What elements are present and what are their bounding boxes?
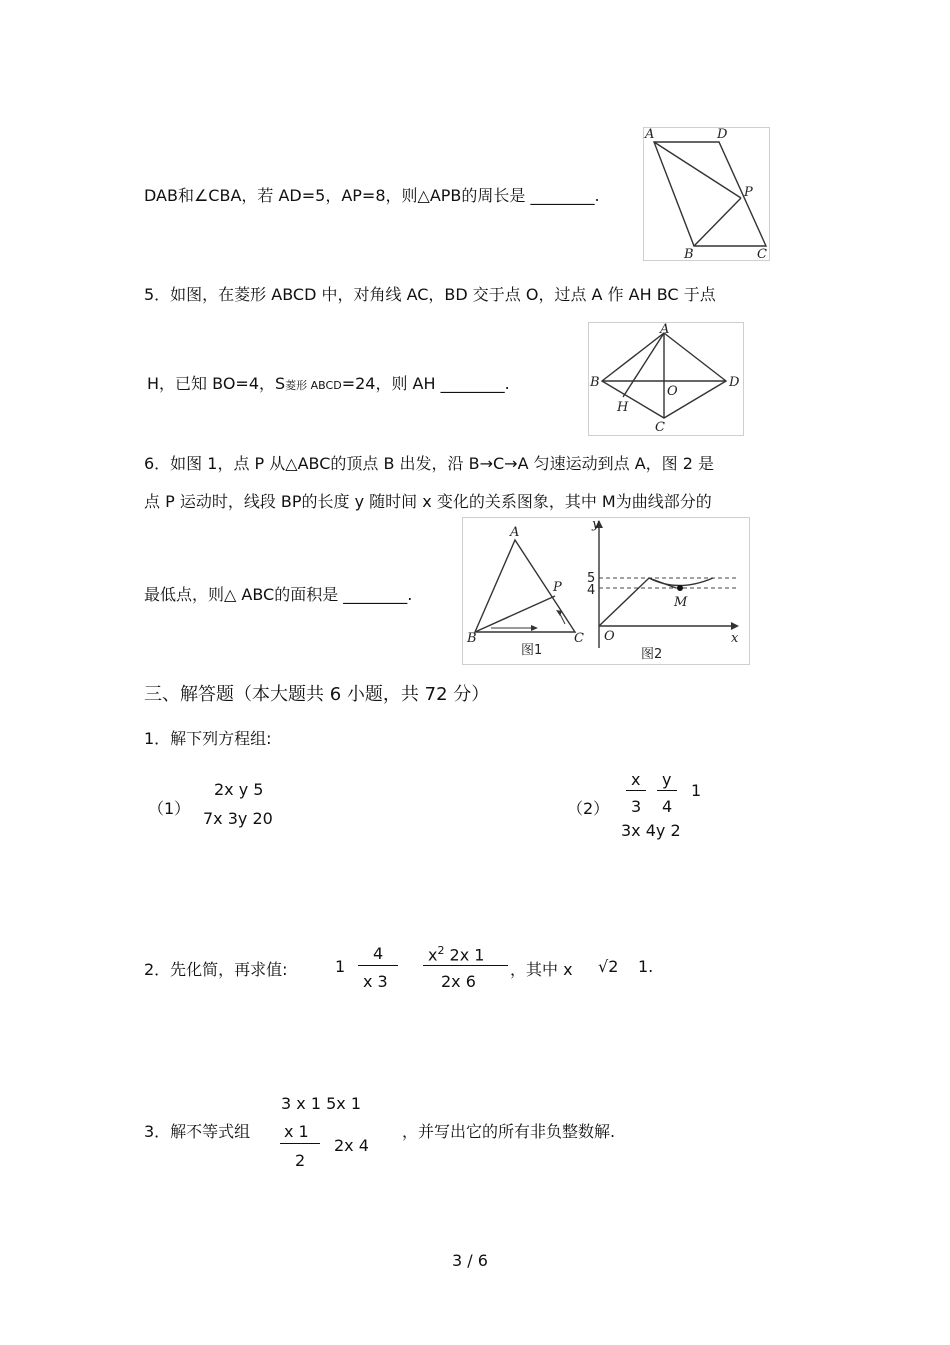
p2-lead: 2．先化简，再求值:: [144, 960, 288, 979]
p2-num2-x: x: [428, 945, 438, 965]
p3-rhs: 2x 4: [334, 1136, 369, 1155]
label-b: B: [684, 247, 694, 260]
p2-num2: [428, 944, 484, 964]
p1-eq2-line2: 3x 4y 2: [621, 821, 681, 840]
label-h: H: [617, 400, 629, 415]
label-y: y: [592, 518, 600, 532]
p2-num2-sup: 2: [437, 944, 445, 957]
q4-text: DAB和∠CBA，若 AD=5，AP=8，则△APB的周长是 ________.: [144, 186, 600, 205]
q6-line2: 点 P 运动时，线段 BP的长度 y 随时间 x 变化的关系图象，其中 M为曲线部分的: [144, 492, 712, 511]
q5-subscript: 菱形 ABCD: [285, 379, 342, 392]
label-m: M: [674, 595, 688, 610]
fraction-bar: [280, 1143, 320, 1144]
q6-figure: [462, 517, 750, 665]
p1-title: 1．解下列方程组:: [144, 729, 272, 748]
label-d: D: [717, 128, 728, 142]
p1-label2: （2）: [567, 799, 610, 818]
p2-num2-rest: 2x 1: [444, 945, 485, 965]
fraction-bar: [358, 965, 398, 966]
p2-sqrt: √2: [598, 957, 619, 976]
p2-one: 1: [335, 957, 346, 976]
q6-line1: 6．如图 1，点 P 从△ABC的顶点 B 出发，沿 B→C→A 匀速运动到点 A，图 2 是: [144, 454, 714, 473]
p3-num: x 1: [284, 1122, 309, 1141]
p2-den1: x 3: [363, 972, 388, 991]
label-p: P: [553, 580, 562, 595]
label-origin: O: [604, 629, 615, 644]
label-b: B: [467, 631, 477, 646]
fraction-bar: [626, 790, 646, 791]
p3-lead: 3．解不等式组: [144, 1122, 251, 1141]
fraction-bar: [423, 965, 508, 966]
p1-eq1-line1: 2x y 5: [214, 780, 264, 799]
p1-eq2-y: y: [662, 770, 672, 789]
p3-tail: ，并写出它的所有非负整数解.: [402, 1122, 616, 1141]
label-a: A: [660, 323, 670, 337]
label-c: C: [757, 247, 767, 260]
label-c: C: [655, 420, 665, 435]
q6-line3: 最低点，则△ ABC的面积是 ________.: [144, 585, 413, 604]
page-number: 3 / 6: [452, 1251, 488, 1270]
p3-den: 2: [295, 1151, 306, 1170]
q5-line2: [147, 371, 510, 394]
caption-fig1: 图1: [521, 643, 543, 658]
label-x: x: [731, 631, 739, 646]
p1-eq2-4: 4: [662, 797, 673, 816]
p2-tail2: 1.: [638, 957, 654, 976]
label-b: B: [590, 375, 600, 390]
q5-line2-b: =24，则 AH ________.: [341, 374, 510, 393]
p3-line1: 3 x 1 5x 1: [281, 1094, 361, 1113]
label-a: A: [645, 128, 655, 142]
label-c: C: [574, 631, 584, 646]
label-a: A: [510, 525, 520, 540]
p2-tail: ，其中 x: [510, 960, 573, 979]
q5-line2-a: H，已知 BO=4，S: [147, 374, 286, 393]
p1-eq2-x: x: [631, 770, 641, 789]
p2-den2: 2x 6: [441, 972, 476, 991]
p2-num1: 4: [373, 944, 384, 963]
parallelogram-diagram: [644, 128, 769, 260]
section-title: 三、解答题（本大题共 6 小题，共 72 分）: [144, 684, 490, 705]
label-d: D: [729, 375, 740, 390]
p1-eq1-line2: 7x 3y 20: [203, 809, 273, 828]
p1-label1: （1）: [148, 799, 191, 818]
fraction-bar: [657, 790, 677, 791]
label-o: O: [667, 384, 678, 399]
q5-figure: [588, 322, 744, 436]
q5-line1: 5．如图，在菱形 ABCD 中，对角线 AC，BD 交于点 O，过点 A 作 AH BC 于点: [144, 285, 716, 304]
q4-figure: [643, 127, 770, 261]
caption-fig2: 图2: [641, 647, 663, 662]
rhombus-diagram: [589, 323, 743, 435]
triangle-and-graph-diagram: [463, 518, 749, 664]
p1-eq2-1: 1: [691, 781, 702, 800]
tick-5: 5: [587, 571, 596, 586]
p1-eq2-3: 3: [631, 797, 642, 816]
tick-4: 4: [587, 583, 596, 598]
label-p: P: [744, 185, 753, 200]
